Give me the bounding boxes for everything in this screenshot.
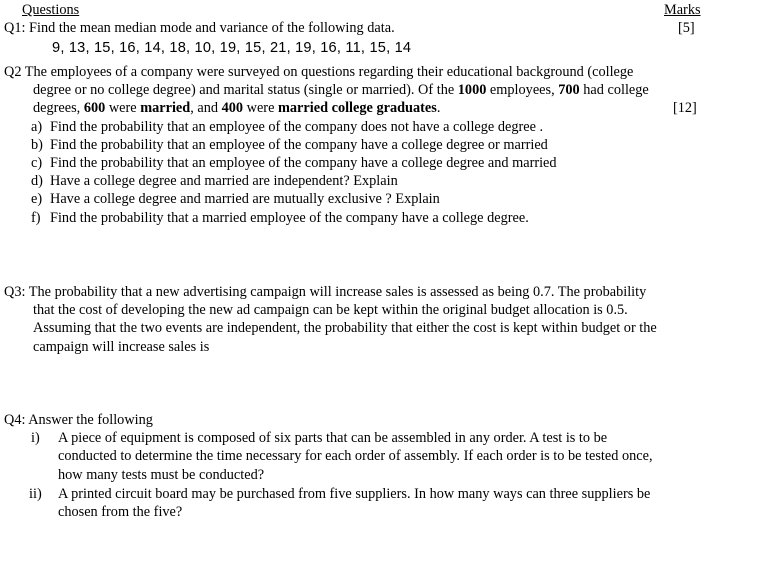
q2-item-c: c) Find the probability that an employee of the company have a college degree and married bbox=[31, 155, 557, 171]
q4-item-i-label: i) bbox=[31, 430, 40, 446]
q2-item-b: b) Find the probability that an employee of the company have a college degree or married bbox=[31, 137, 548, 153]
q4-item-i-line-1: A piece of equipment is composed of six parts that can be assembled in any order. A test is to be bbox=[58, 430, 608, 446]
q2-item-d: d) Have a college degree and married are independent? Explain bbox=[31, 173, 398, 189]
q3-line-3: Assuming that the two events are independent, the probability that either the cost is kept within budget or the bbox=[33, 320, 657, 336]
q2-marks: [12] bbox=[673, 100, 697, 116]
q4-item-i-line-2: conducted to determine the time necessary for each order of assembly. If each order is to be tested once, bbox=[58, 448, 653, 464]
q4-item-ii-line-2: chosen from the five? bbox=[58, 504, 183, 520]
q4-item-ii-label: ii) bbox=[29, 486, 42, 502]
questions-heading: Questions bbox=[22, 2, 80, 18]
q4-title: Q4: Answer the following bbox=[4, 412, 153, 428]
q2-line-2: degree or no college degree) and marital status (single or married). Of the 1000 employees, 700 had college bbox=[33, 82, 649, 98]
marks-heading: Marks bbox=[664, 2, 701, 18]
q3-line-1: Q3: The probability that a new advertising campaign will increase sales is assessed as being 0.7. The probability bbox=[4, 284, 647, 300]
q1-data-values: 9, 13, 15, 16, 14, 18, 10, 19, 15, 21, 19, 16, 11, 15, 14 bbox=[52, 40, 412, 56]
q1-text: Q1: Find the mean median mode and variance of the following data. bbox=[4, 20, 395, 36]
q4-item-ii-line-1: A printed circuit board may be purchased from five suppliers. In how many ways can three suppliers be bbox=[58, 486, 651, 502]
q2-item-e: e) Have a college degree and married are mutually exclusive ? Explain bbox=[31, 191, 440, 207]
q2-item-a: a) Find the probability that an employee of the company does not have a college degree . bbox=[31, 119, 544, 135]
q4-item-i-line-3: how many tests must be conducted? bbox=[58, 467, 265, 483]
q2-item-f: f) Find the probability that a married employee of the company have a college degree. bbox=[31, 210, 529, 226]
q2-line-3: degrees, 600 were married, and 400 were married college graduates. bbox=[33, 100, 441, 116]
q3-line-4: campaign will increase sales is bbox=[33, 339, 210, 355]
q3-line-2: that the cost of developing the new ad campaign can be kept within the original budget allocation is 0.5. bbox=[33, 302, 628, 318]
q1-marks: [5] bbox=[678, 20, 695, 36]
q2-line-1: Q2 The employees of a company were surveyed on questions regarding their educational background (college bbox=[4, 64, 634, 80]
